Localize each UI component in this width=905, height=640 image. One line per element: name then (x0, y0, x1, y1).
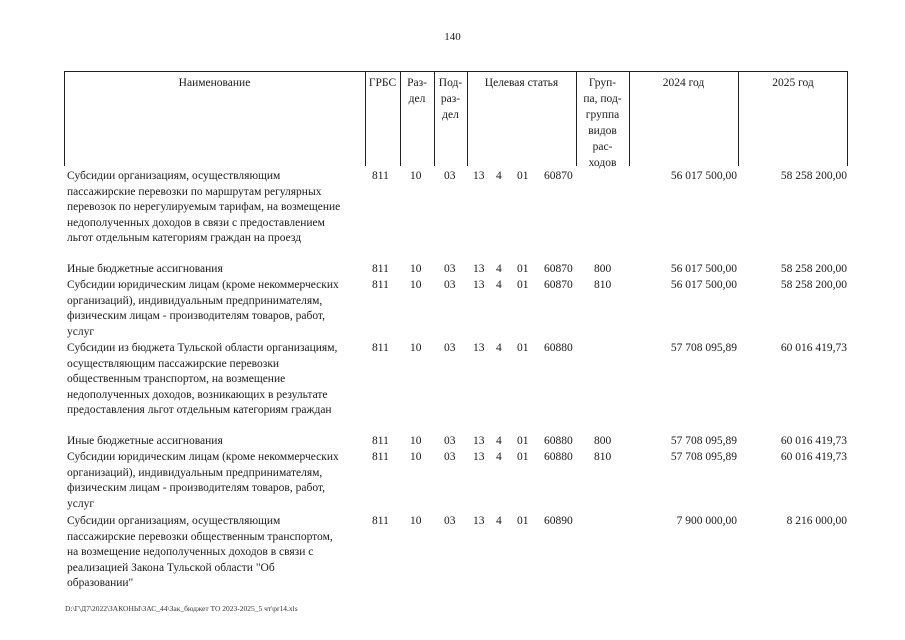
cell-podrazdel: 03 (444, 342, 456, 354)
cell-t4: 60880 (544, 342, 573, 354)
cell-t4: 60880 (544, 435, 573, 447)
cell-y2025: 60 016 419,73 (780, 342, 847, 354)
cell-t2: 4 (496, 515, 502, 527)
cell-y2024: 56 017 500,00 (670, 263, 737, 275)
cell-t2: 4 (496, 435, 502, 447)
cell-y2024: 57 708 095,89 (670, 435, 737, 447)
row-name: Субсидии организациям, осуществляющим пассажирские перевозки по маршрутам регулярных перевозок по нерегулируемым тарифам, на возмещение недополученных доходов в связи с предоставлением льгот отдельным категориям граждан на проезд (67, 170, 341, 245)
cell-t4: 60870 (544, 279, 573, 291)
cell-t3: 01 (517, 263, 529, 275)
cell-group: 800 (594, 263, 612, 275)
cell-t2: 4 (496, 279, 502, 291)
cell-t4: 60870 (544, 263, 573, 275)
cell-podrazdel: 03 (444, 515, 456, 527)
cell-razdel: 10 (410, 279, 422, 291)
cell-t1: 13 (473, 170, 485, 182)
cell-grbs: 811 (372, 435, 389, 447)
cell-podrazdel: 03 (444, 279, 456, 291)
cell-y2024: 56 017 500,00 (670, 279, 737, 291)
cell-podrazdel: 03 (444, 263, 456, 275)
header-name: Наименование (178, 77, 251, 89)
cell-t3: 01 (517, 170, 529, 182)
row-name: Иные бюджетные ассигнования (67, 435, 223, 447)
cell-y2024: 56 017 500,00 (670, 170, 737, 182)
cell-t1: 13 (473, 515, 485, 527)
cell-t4: 60870 (544, 170, 573, 182)
header-group: Груп- па, под- группа видов рас- ходов (583, 77, 622, 169)
cell-y2025: 58 258 200,00 (780, 263, 847, 275)
cell-group: 810 (594, 451, 612, 463)
cell-podrazdel: 03 (444, 170, 456, 182)
cell-podrazdel: 03 (444, 451, 456, 463)
cell-t4: 60880 (544, 451, 573, 463)
cell-y2024: 57 708 095,89 (670, 342, 737, 354)
cell-razdel: 10 (410, 342, 422, 354)
cell-group: 800 (594, 435, 612, 447)
page-number: 140 (444, 31, 461, 43)
cell-y2024: 7 900 000,00 (676, 515, 737, 527)
cell-t3: 01 (517, 515, 529, 527)
cell-razdel: 10 (410, 515, 422, 527)
cell-y2024: 57 708 095,89 (670, 451, 737, 463)
cell-razdel: 10 (410, 170, 422, 182)
row-name: Субсидии юридическим лицам (кроме некоммерческих организаций), индивидуальным предпринимателям, физическим лицам - производителям товаров, работ, услуг (67, 279, 339, 338)
row-name: Субсидии юридическим лицам (кроме некоммерческих организаций), индивидуальным предпринимателям, физическим лицам - производителям товаров, работ, услуг (67, 451, 339, 510)
header-2025: 2025 год (772, 77, 814, 89)
cell-group: 810 (594, 279, 612, 291)
cell-grbs: 811 (372, 279, 389, 291)
cell-t4: 60890 (544, 515, 573, 527)
cell-grbs: 811 (372, 515, 389, 527)
cell-grbs: 811 (372, 170, 389, 182)
header-grbs: ГРБС (368, 77, 397, 89)
cell-t3: 01 (517, 435, 529, 447)
header-2024: 2024 год (662, 77, 705, 89)
cell-razdel: 10 (410, 451, 422, 463)
cell-y2025: 60 016 419,73 (780, 435, 847, 447)
cell-t2: 4 (496, 170, 502, 182)
cell-t1: 13 (473, 451, 485, 463)
file-path-footer: D:\Г\Д7\2022\ЗАКОНЫ\ЗАС_44\Зак_бюджет ТО 2023-2025_5 чт\pr14.xls (65, 604, 298, 613)
cell-t3: 01 (517, 342, 529, 354)
cell-y2025: 58 258 200,00 (780, 279, 847, 291)
cell-y2025: 60 016 419,73 (780, 451, 847, 463)
cell-t2: 4 (496, 263, 502, 275)
cell-t1: 13 (473, 342, 485, 354)
cell-t1: 13 (473, 435, 485, 447)
header-podrazdel: Под- раз- дел (438, 77, 463, 121)
row-name: Иные бюджетные ассигнования (67, 263, 223, 275)
cell-t2: 4 (496, 342, 502, 354)
header-razdel: Раз- дел (407, 77, 427, 105)
row-name: Субсидии организациям, осуществляющим пассажирские перевозки общественным транспортом, на возмещение недополученных доходов в связи с реализацией Закона Тульской области "Об образовании" (67, 515, 333, 590)
cell-t1: 13 (473, 279, 485, 291)
cell-grbs: 811 (372, 263, 389, 275)
cell-t2: 4 (496, 451, 502, 463)
cell-t3: 01 (517, 279, 529, 291)
cell-y2025: 8 216 000,00 (786, 515, 847, 527)
cell-razdel: 10 (410, 435, 422, 447)
cell-grbs: 811 (372, 342, 389, 354)
cell-t3: 01 (517, 451, 529, 463)
header-target: Целевая статья (484, 77, 559, 89)
cell-grbs: 811 (372, 451, 389, 463)
cell-podrazdel: 03 (444, 435, 456, 447)
row-name: Субсидии из бюджета Тульской области организациям, осуществляющим пассажирские перевозки общественным транспортом, на возмещение недополученных доходов, возникающих в результате предоставления льгот отдельным категориям граждан (67, 342, 338, 417)
cell-razdel: 10 (410, 263, 422, 275)
cell-y2025: 58 258 200,00 (780, 170, 847, 182)
cell-t1: 13 (473, 263, 485, 275)
